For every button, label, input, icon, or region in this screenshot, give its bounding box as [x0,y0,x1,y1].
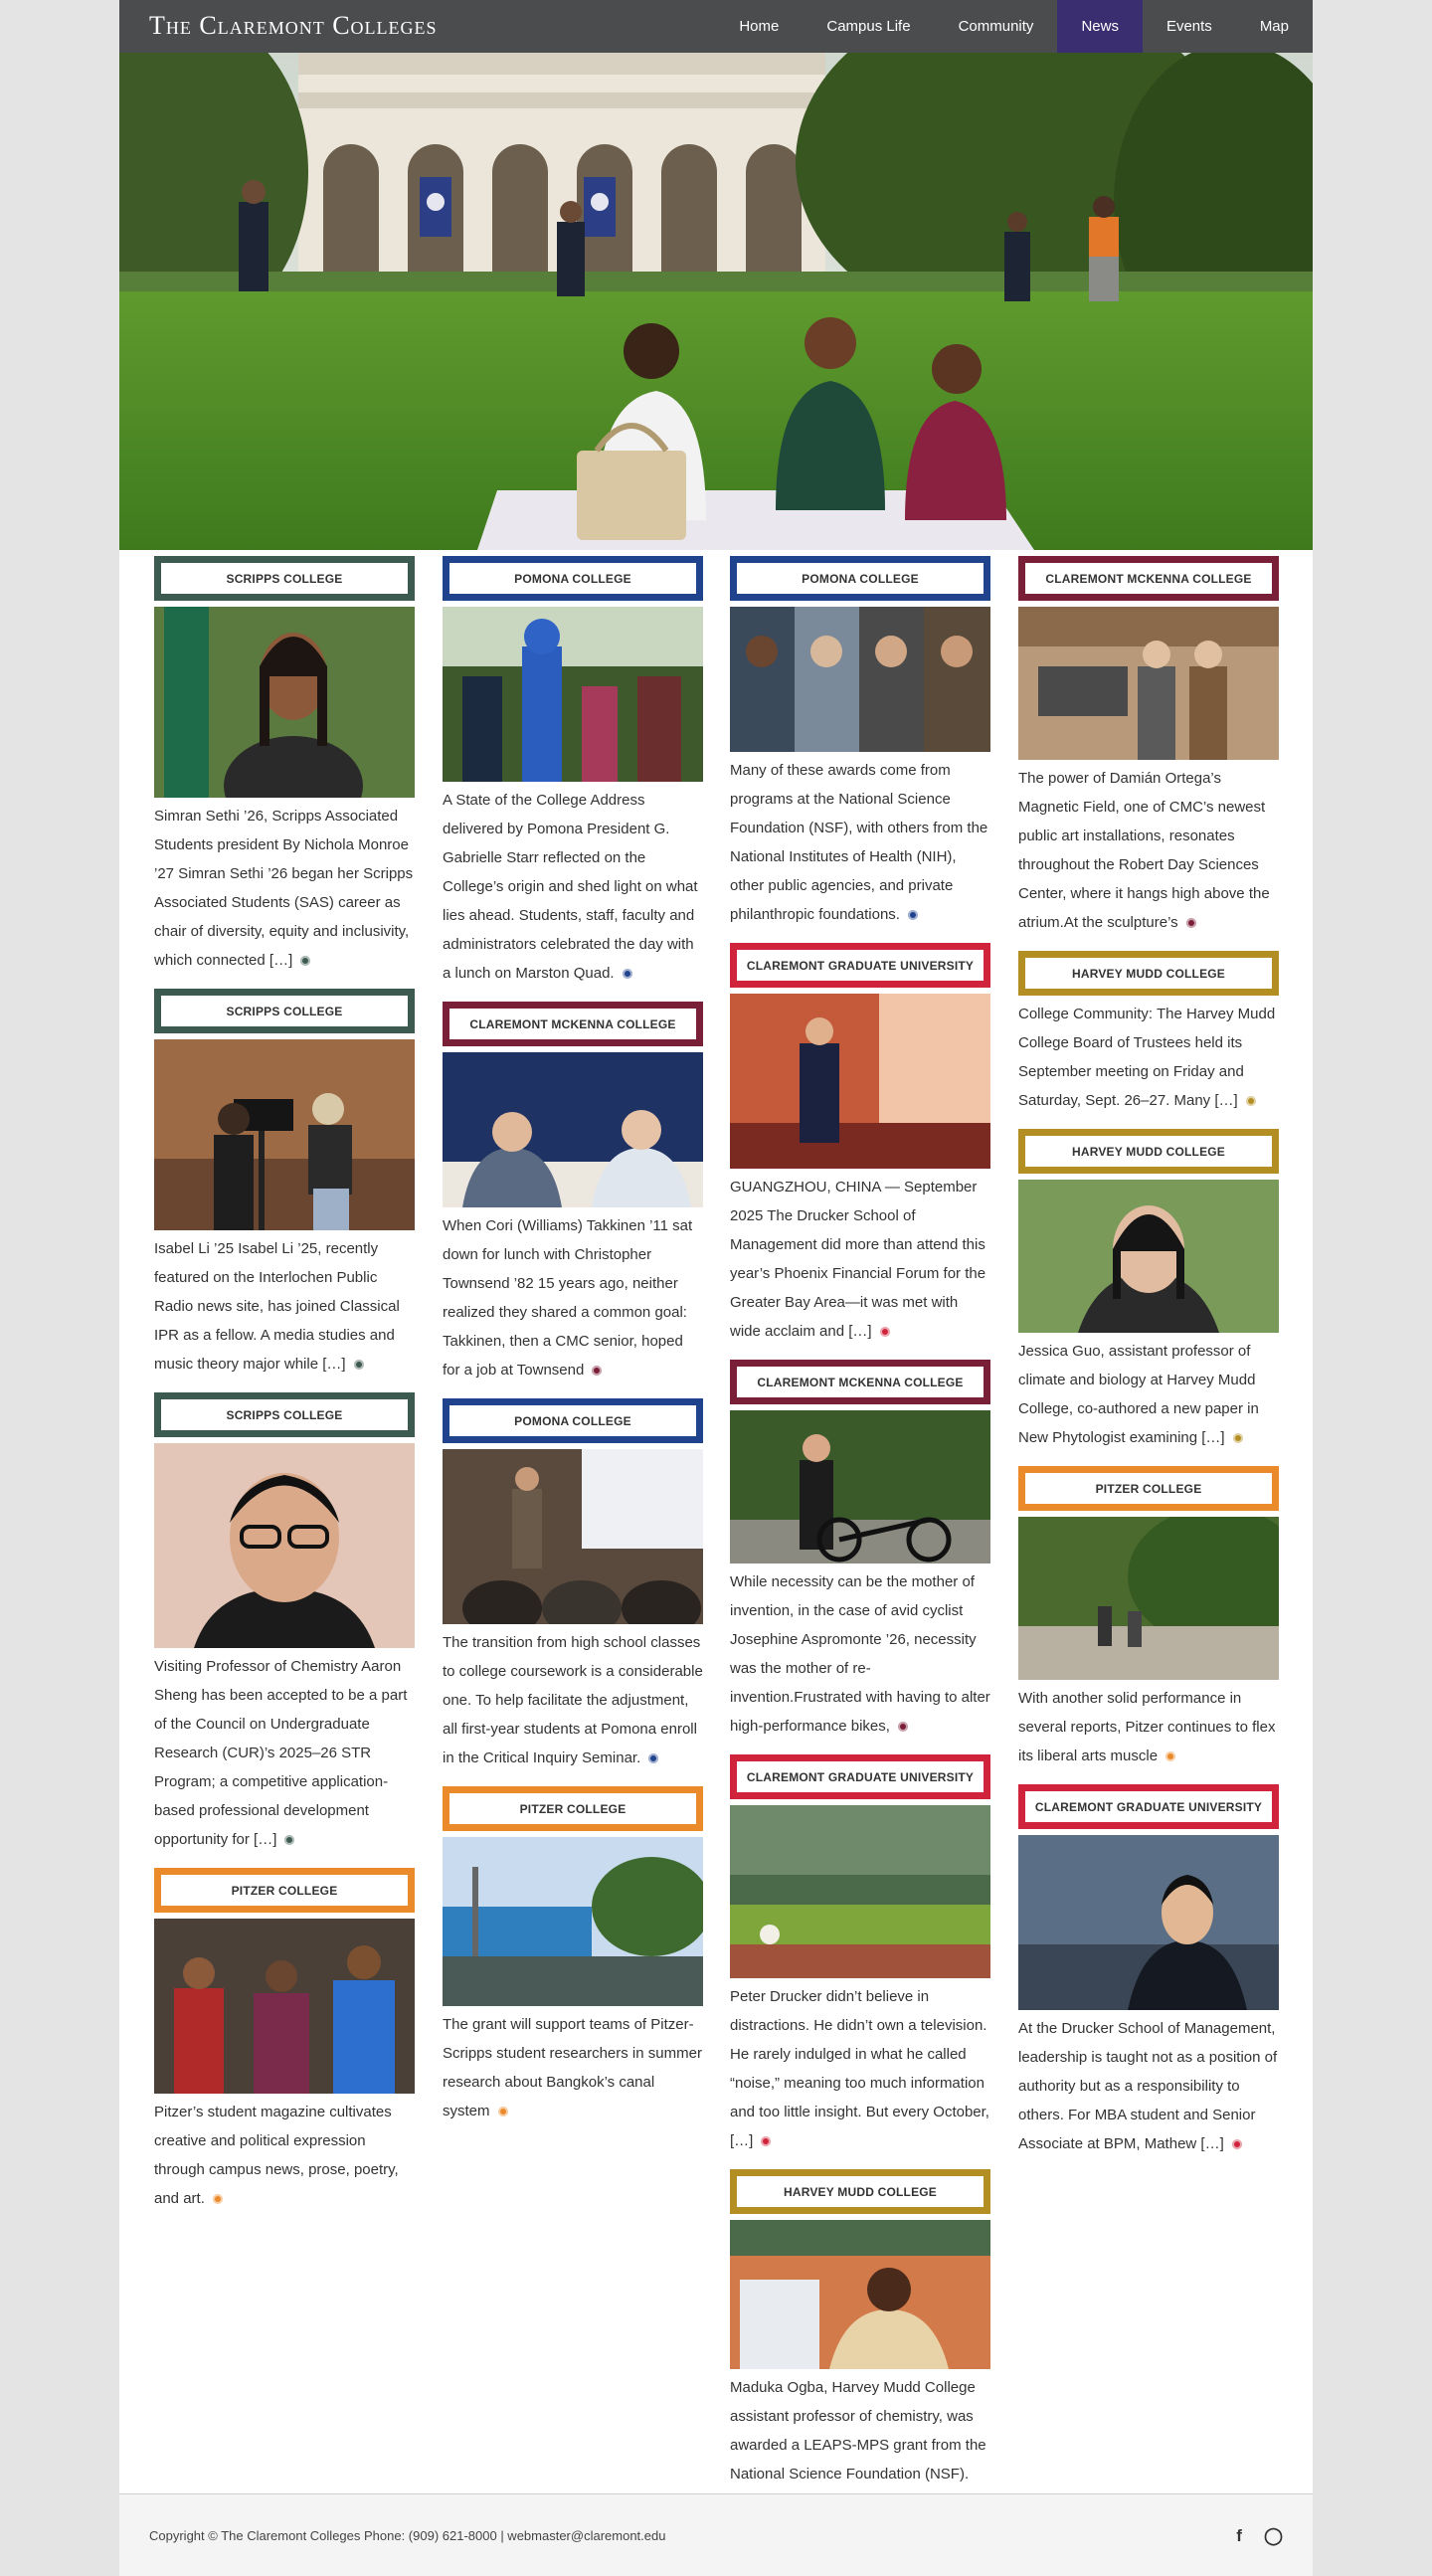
news-card [154,1392,415,1854]
college-badge-cgu[interactable]: CLAREMONT GRADUATE UNIVERSITY [1018,1784,1279,1829]
news-image[interactable] [1018,1180,1279,1333]
read-more-icon[interactable] [498,2107,508,2116]
college-badge-cmc[interactable]: CLAREMONT MCKENNA COLLEGE [730,1360,990,1404]
college-badge-pomona[interactable]: POMONA COLLEGE [730,556,990,601]
news-excerpt: Jessica Guo, assistant professor of climate and biology at Harvey Mudd College, co-authored a new paper in New Phytologist examining […] [1018,1343,1259,1446]
read-more-icon[interactable] [1232,2139,1242,2149]
nav-campus-life[interactable]: Campus Life [826,18,911,35]
read-more-icon[interactable] [300,956,310,966]
news-image[interactable] [730,1410,990,1564]
news-image[interactable] [154,1039,415,1230]
news-column-2 [443,556,703,2139]
college-badge-scripps[interactable]: SCRIPPS COLLEGE [154,556,415,601]
news-card [154,1868,415,2213]
news-card [443,1002,703,1384]
news-image[interactable] [154,1443,415,1648]
main-nav [715,0,1313,53]
news-image[interactable] [1018,1517,1279,1680]
site-header [119,0,1313,53]
read-more-icon[interactable] [880,1327,890,1337]
news-excerpt: Maduka Ogba, Harvey Mudd College assistant professor of chemistry, was awarded a LEAPS-MPS grant from the National Science Foundation (NSF). [730,2373,990,2517]
read-more-icon[interactable] [623,969,632,979]
college-badge-pitzer[interactable]: PITZER COLLEGE [443,1786,703,1831]
news-image[interactable] [1018,607,1279,760]
news-excerpt: The power of Damián Ortega’s Magnetic Field, one of CMC’s newest public art installations, resonates throughout the Robert Day Sciences Center, where it hangs high above the atrium.At the sculpture’s [1018,770,1270,931]
read-more-icon[interactable] [898,1722,908,1732]
news-image[interactable] [730,607,990,752]
read-more-icon[interactable] [761,2136,771,2146]
news-excerpt: Pitzer’s student magazine cultivates creative and political expression through campus news, prose, poetry, and art. [154,2104,399,2207]
news-image[interactable] [730,994,990,1169]
read-more-icon[interactable] [1186,918,1196,928]
nav-community[interactable]: Community [958,18,1034,35]
news-card [443,1398,703,1772]
college-badge-cmc[interactable]: CLAREMONT MCKENNA COLLEGE [1018,556,1279,601]
news-excerpt: While necessity can be the mother of invention, in the case of avid cyclist Josephine Aspromonte ’26, necessity was the mother of re-invention.Frustrated with having to alter high-performance bikes, [730,1573,990,1735]
site-footer [119,2494,1313,2576]
news-image[interactable] [443,1837,703,2006]
news-excerpt: At the Drucker School of Management, leadership is taught not as a position of authority but as a responsibility to others. For MBA student and Senior Associate at BPM, Mathew […] [1018,2020,1278,2152]
news-image[interactable] [443,1449,703,1624]
news-image[interactable] [443,607,703,782]
college-badge-pomona[interactable]: POMONA COLLEGE [443,1398,703,1443]
news-card [443,556,703,988]
read-more-icon[interactable] [1233,1433,1243,1443]
news-excerpt: The transition from high school classes to college coursework is a considerable one. To help facilitate the adjustment, all first-year students at Pomona enroll in the Critical Inquiry Seminar. [443,1634,703,1766]
news-excerpt: When Cori (Williams) Takkinen ’11 sat down for lunch with Christopher Townsend ’82 15 years ago, neither realized they shared a common goal: Takkinen, then a CMC senior, hoped for a job at Townsend [443,1217,693,1379]
news-card [154,556,415,975]
read-more-icon[interactable] [1246,1096,1256,1106]
read-more-icon[interactable] [354,1360,364,1370]
college-badge-cmc[interactable]: CLAREMONT MCKENNA COLLEGE [443,1002,703,1046]
news-excerpt: Isabel Li ’25 Isabel Li ’25, recently featured on the Interlochen Public Radio news site, has joined Classical IPR as a fellow. A media studies and music theory major while […] [154,1240,400,1373]
read-more-icon[interactable] [1165,1751,1175,1761]
facebook-icon[interactable]: f [1236,2526,1242,2545]
read-more-icon[interactable] [648,1753,658,1763]
college-badge-hmc[interactable]: HARVEY MUDD COLLEGE [1018,951,1279,996]
news-excerpt: With another solid performance in several reports, Pitzer continues to flex its liberal arts muscle [1018,1690,1276,1764]
news-image[interactable] [730,1805,990,1978]
nav-news[interactable]: News [1057,0,1143,53]
college-badge-hmc[interactable]: HARVEY MUDD COLLEGE [730,2169,990,2214]
news-card [730,1754,990,2155]
news-card [1018,1129,1279,1452]
college-badge-scripps[interactable]: SCRIPPS COLLEGE [154,1392,415,1437]
college-badge-pitzer[interactable]: PITZER COLLEGE [154,1868,415,1913]
news-excerpt: Peter Drucker didn’t believe in distractions. He didn’t own a television. He rarely indulged in what he called “noise,” meaning too much information and too little insight. But every October, […] [730,1988,989,2149]
read-more-icon[interactable] [284,1835,294,1845]
news-image[interactable] [154,607,415,798]
college-badge-pomona[interactable]: POMONA COLLEGE [443,556,703,601]
news-card [730,556,990,929]
hero-image [119,53,1313,550]
news-column-1 [154,556,415,2227]
read-more-icon[interactable] [213,2194,223,2204]
read-more-icon[interactable] [908,910,918,920]
news-card [1018,556,1279,937]
news-card [443,1786,703,2125]
college-badge-pitzer[interactable]: PITZER COLLEGE [1018,1466,1279,1511]
college-badge-hmc[interactable]: HARVEY MUDD COLLEGE [1018,1129,1279,1174]
news-image[interactable] [1018,1835,1279,2010]
news-card [1018,1466,1279,1770]
news-card [730,2169,990,2517]
nav-home[interactable]: Home [739,18,780,35]
site-logo[interactable]: The Claremont Colleges [149,11,438,40]
news-excerpt: College Community: The Harvey Mudd College Board of Trustees held its September meeting on Friday and Saturday, Sept. 26–27. Many […] [1018,1006,1276,1109]
college-badge-scripps[interactable]: SCRIPPS COLLEGE [154,989,415,1033]
nav-map[interactable]: Map [1259,18,1289,35]
college-badge-cgu[interactable]: CLAREMONT GRADUATE UNIVERSITY [730,943,990,988]
news-excerpt: GUANGZHOU, CHINA — September 2025 The Drucker School of Management did more than attend this year’s Phoenix Financial Forum for the Greater Bay Area—it was met with wide acclaim and […] [730,1179,986,1340]
news-image[interactable] [443,1052,703,1207]
news-excerpt: Many of these awards come from programs at the National Science Foundation (NSF), with others from the National Institutes of Health (NIH), other public agencies, and private philanthropic foundations. [730,762,988,923]
news-excerpt: A State of the College Address delivered by Pomona President G. Gabrielle Starr reflected on the College’s origin and shed light on what lies ahead. Students, staff, faculty and administrators celebrated the day with a lunch on Marston Quad. [443,792,698,982]
news-column-3 [730,556,990,2531]
news-excerpt: Visiting Professor of Chemistry Aaron Sheng has been accepted to be a part of the Council on Undergraduate Research (CUR)’s 2025–26 STR Program; a competitive application-based professional development opportunity for […] [154,1658,408,1848]
news-excerpt: The grant will support teams of Pitzer-Scripps student researchers in summer research about Bangkok’s canal system [443,2016,702,2119]
read-more-icon[interactable] [592,1366,602,1376]
social-links [1236,2526,1283,2546]
news-card [730,943,990,1346]
news-card [154,989,415,1379]
news-card [730,1360,990,1741]
news-column-4 [1018,556,1279,2172]
college-badge-cgu[interactable]: CLAREMONT GRADUATE UNIVERSITY [730,1754,990,1799]
news-image[interactable] [730,2220,990,2369]
instagram-icon[interactable]: ◯ [1263,2526,1283,2545]
news-card [1018,1784,1279,2158]
nav-events[interactable]: Events [1165,18,1212,35]
news-excerpt: Simran Sethi ’26, Scripps Associated Students president By Nichola Monroe ’27 Simran Sethi ’26 began her Scripps Associated Students (SAS) career as chair of diversity, equity and inclusivity, which connected […] [154,808,414,969]
footer-copyright: Copyright © The Claremont Colleges Phone: (909) 621-8000 | webmaster@claremont.edu [149,2528,666,2543]
news-image[interactable] [154,1919,415,2094]
page [119,0,1313,2576]
news-card [1018,951,1279,1115]
